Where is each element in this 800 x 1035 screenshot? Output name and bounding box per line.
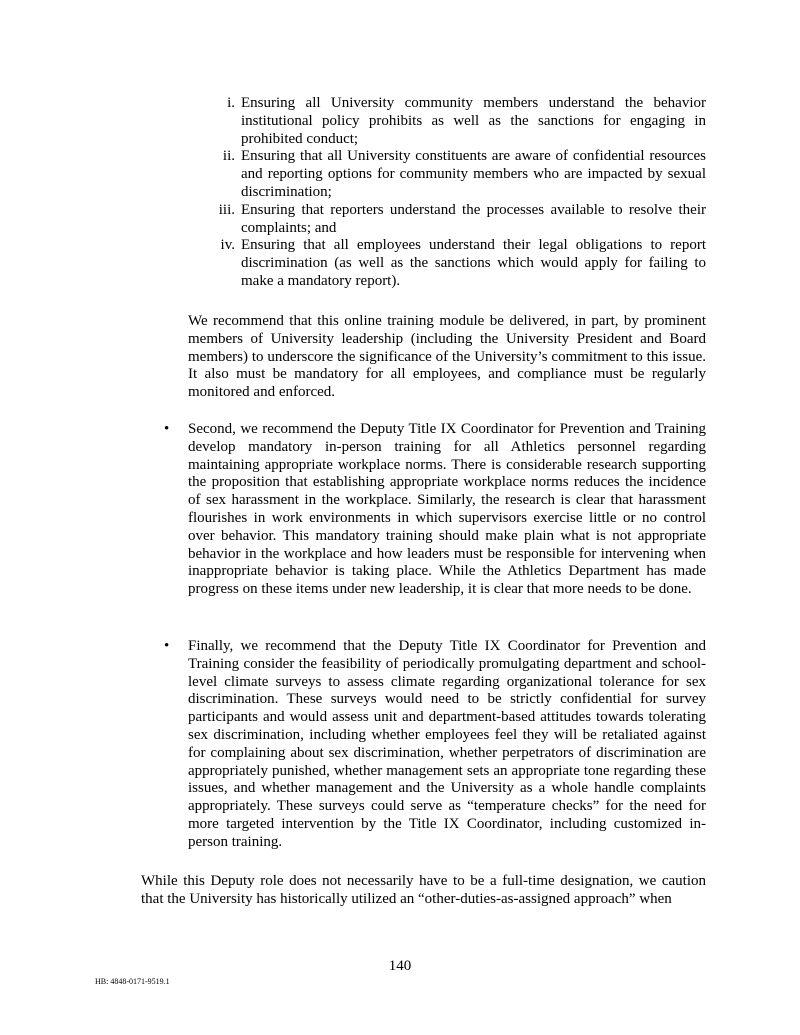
page-number: 140 <box>388 958 412 974</box>
list-item-number: iii. <box>218 201 235 218</box>
list-item <box>160 202 706 238</box>
list-item-number: ii. <box>222 148 235 165</box>
list-item <box>160 237 706 290</box>
list-item-text: Ensuring that all University constituents are aware of confidential resources and reporting options for community members who are impacted by sexual discrimination; <box>241 148 706 200</box>
list-item-number: i. <box>227 95 235 111</box>
roman-numeral-list <box>160 95 706 291</box>
list-item-text: Ensuring all University community members understand the behavior institutional policy prohibits as well as the sanctions for engaging in prohibited conduct; <box>241 95 706 147</box>
bullet-text: Second, we recommend the Deputy Title IX Coordinator for Prevention and Training develop mandatory in-person training for all Athletics personnel regarding maintaining appropriate workplace norms. There is considerable research supporting the proposition that establishing appropriate workplace norms reduces the incidence of sex harassment in the workplace. Similarly, the research is clear that harassment flourishes in work environments in which supervisors exercise little or no control over behavior. This mandatory training should make plain what is not appropriate behavior in the workplace and how leaders must be responsible for intervening when inappropriate behavior is taking place. While the Athletics Department has made progress on these items under new leadership, it is clear that more needs to be done. <box>188 421 706 598</box>
document-footer-id: HB: 4848-0171-9519.1 <box>95 977 170 986</box>
bullet-item-finally <box>160 638 706 852</box>
list-item-text: Ensuring that reporters understand the processes available to resolve their complaints; and <box>241 201 706 236</box>
bullet-icon: • <box>164 638 170 654</box>
bullet-icon: • <box>164 421 170 437</box>
list-item-number: iv. <box>220 237 235 254</box>
list-item <box>160 148 706 201</box>
bullet-item-second <box>160 421 706 599</box>
list-item <box>160 95 706 148</box>
list-item-text: Ensuring that all employees understand their legal obligations to report discrimination (as well as the sanctions which would apply for failing to make a mandatory report). <box>241 237 706 289</box>
recommend-paragraph: We recommend that this online training module be delivered, in part, by prominent members of University leadership (including the University President and Board members) to underscore the significance of the University’s commitment to this issue. It also must be mandatory for all employees, and compliance must be regularly monitored and enforced. <box>188 313 706 401</box>
final-paragraph: While this Deputy role does not necessarily have to be a full-time designation, we caution that the University has historically utilized an “other-duties-as-assigned approach” when <box>141 873 706 907</box>
bullet-text: Finally, we recommend that the Deputy Title IX Coordinator for Prevention and Training consider the feasibility of periodically promulgating department and school-level climate surveys to assess climate regarding organizational tolerance for sex discrimination. These surveys would need to be strictly confidential for survey participants and would assess unit and department-based attitudes towards tolerating sex discrimination, including whether employees feel they will be retaliated against for complaining about sex discrimination, whether perpetrators of discrimination are appropriately punished, whether management sets an appropriate tone regarding these issues, and whether management and the University as a whole handle complaints appropriately. These surveys could serve as “temperature checks” for the need for more targeted intervention by the Title IX Coordinator, including customized in-person training. <box>188 638 706 850</box>
